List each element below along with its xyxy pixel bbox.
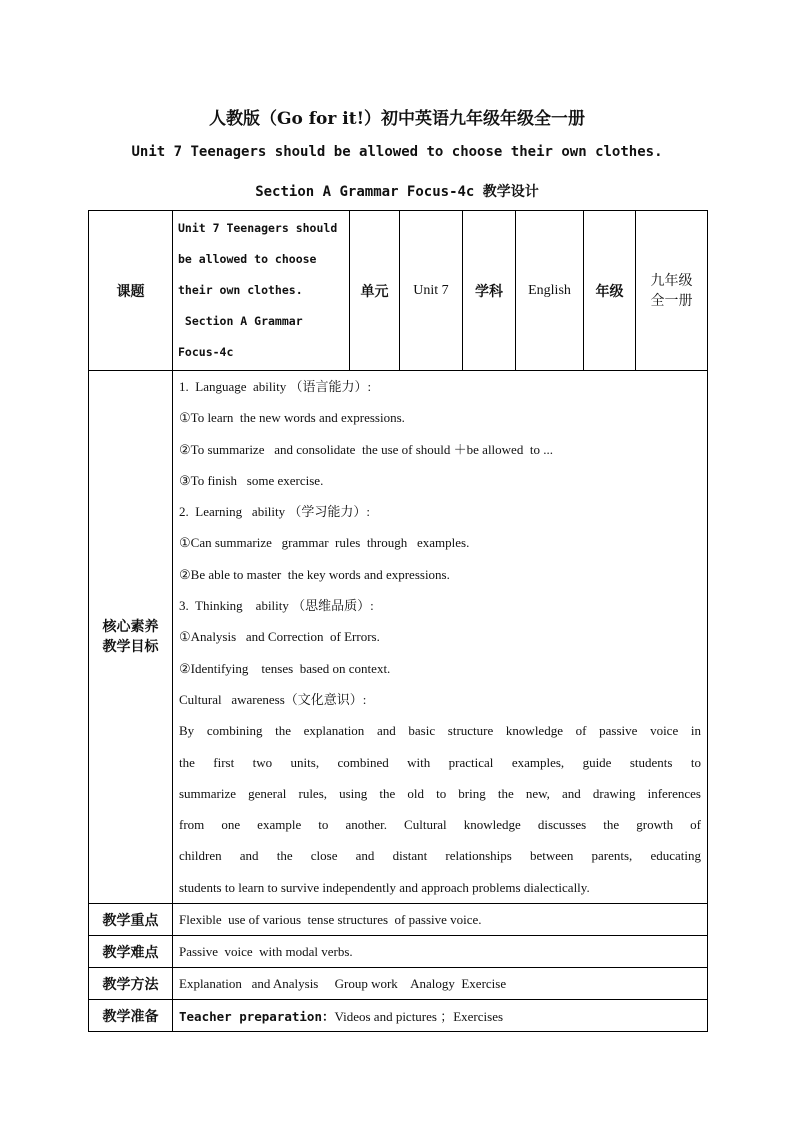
document-title: 人教版（Go for it!）初中英语九年级年级全一册 — [208, 109, 586, 129]
goals-label: 核心素养 教学目标 — [89, 371, 173, 904]
preparation-value — [173, 1000, 708, 1032]
preparation-row — [89, 1000, 708, 1032]
difficulty-label: 教学难点 — [89, 936, 173, 968]
header-row — [89, 211, 708, 371]
topic-value: Unit 7 Teenagers should be allowed to choose their own clothes. Section A Grammar Focus-4c — [173, 211, 350, 371]
goal-line: Cultural awareness（文化意识）: — [179, 691, 367, 707]
preparation-text: Videos and pictures ；Exercises — [334, 1009, 504, 1025]
goal-line: ②Identifying tenses based on context. — [179, 660, 391, 676]
difficulty-value: Passive voice with modal verbs. — [173, 936, 708, 968]
paragraph-line: By combining the explanation and basic structure knowledge of passive voice in — [179, 723, 701, 739]
goal-line: ①Can summarize grammar rules through examples. — [179, 535, 470, 551]
goal-line: 3. Thinking ability （思维品质）: — [179, 598, 374, 614]
paragraph-line: students to learn to survive independently and approach problems dialectically. — [179, 879, 590, 895]
section-title: Section A Grammar Focus-4c 教学设计 — [255, 184, 539, 200]
focus-row — [89, 904, 708, 936]
method-value: Explanation and Analysis Group work Analogy Exercise — [173, 968, 708, 1000]
lesson-title: Unit 7 Teenagers should be allowed to choose their own clothes. — [131, 144, 663, 160]
paragraph-line: children and the close and distant relationships between parents, educating — [179, 848, 701, 864]
grade-value: 九年级 全一册 — [636, 211, 708, 371]
subject-label: 学科 — [463, 211, 516, 371]
topic-label: 课题 — [89, 211, 173, 371]
subject-value: English — [516, 211, 584, 371]
difficulty-row — [89, 936, 708, 968]
goals-row — [89, 371, 708, 904]
goal-line: 1. Language ability （语言能力）: — [179, 379, 372, 394]
paragraph-line: from one example to another. Cultural knowledge discusses the growth of — [179, 817, 701, 833]
paragraph-line: the first two units, combined with practical examples, guide students to — [179, 754, 701, 770]
method-row — [89, 968, 708, 1000]
goal-line: ②To summarize and consolidate the use of should ＋be allowed to ... — [179, 441, 553, 457]
focus-value: Flexible use of various tense structures of passive voice. — [173, 904, 708, 936]
goal-line: ①To learn the new words and expressions. — [179, 410, 405, 426]
preparation-bold-label: Teacher preparation： — [179, 1009, 335, 1025]
lesson-plan-table — [88, 210, 708, 1032]
goal-line: ②Be able to master the key words and expressions. — [179, 566, 450, 582]
focus-label: 教学重点 — [89, 904, 173, 936]
goal-line: ③To finish some exercise. — [179, 472, 324, 488]
unit-value: Unit 7 — [400, 211, 463, 371]
goal-line: 2. Learning ability （学习能力）: — [179, 504, 371, 520]
method-label: 教学方法 — [89, 968, 173, 1000]
goals-content — [173, 371, 708, 904]
paragraph-line: summarize general rules, using the old to bring the new, and drawing inferences — [179, 785, 701, 801]
grade-label: 年级 — [584, 211, 636, 371]
preparation-label: 教学准备 — [89, 1000, 173, 1032]
goal-line: ①Analysis and Correction of Errors. — [179, 629, 380, 645]
unit-label: 单元 — [350, 211, 400, 371]
